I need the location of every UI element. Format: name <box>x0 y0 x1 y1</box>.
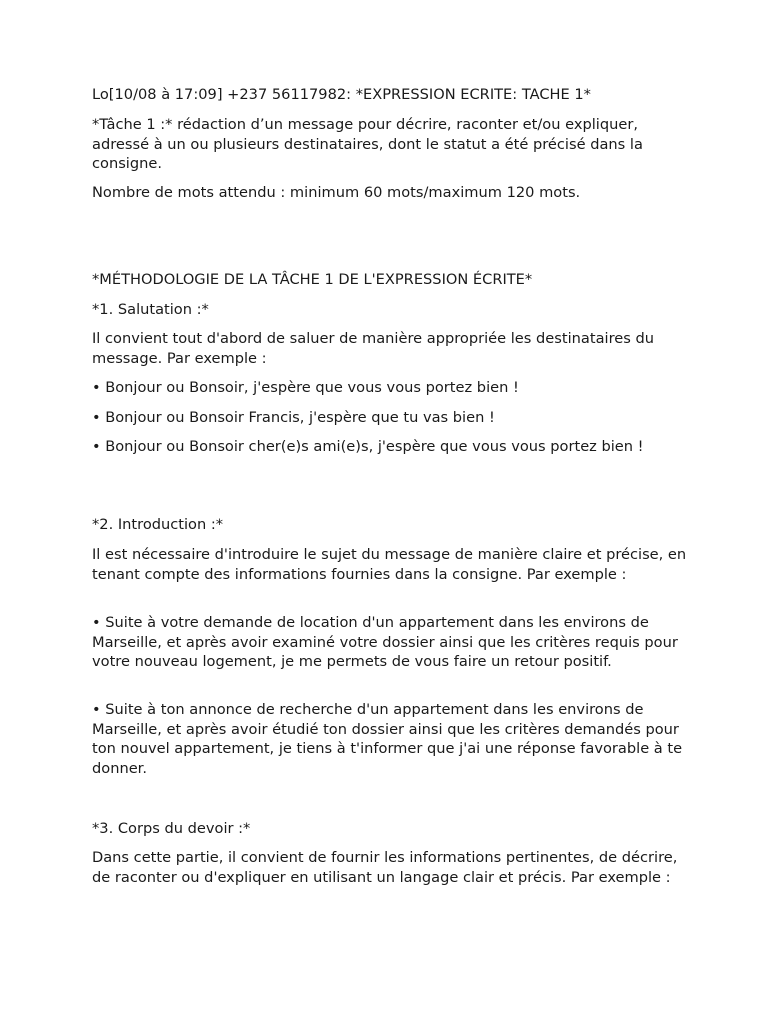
bullet-item: • Bonjour ou Bonsoir, j'espère que vous vous portez bien ! <box>92 379 519 396</box>
section-intro-corps: Dans cette partie, il convient de fournir les informations pertinentes, de décrire, de raconter ou d'expliquer en utilisant un langage clair et précis. Par exemple : <box>92 849 678 886</box>
bullet-item: • Suite à votre demande de location d'un appartement dans les environs de Marseille, et après avoir examiné votre dossier ainsi que les critères requis pour votre nouveau logement, je me permets de vous faire un retour positif. <box>92 614 678 671</box>
task-description: *Tâche 1 :* rédaction d’un message pour décrire, raconter et/ou expliquer, adressé à un ou plusieurs destinataires, dont le statut a été précisé dans la consigne. <box>92 116 643 173</box>
bullet-item: • Bonjour ou Bonsoir Francis, j'espère que tu vas bien ! <box>92 409 495 426</box>
header-line: Lo[10/08 à 17:09] +237 56117982: *EXPRESSION ECRITE: TACHE 1* <box>92 86 591 103</box>
section-heading-corps: *3. Corps du devoir :* <box>92 820 251 837</box>
methodology-title: *MÉTHODOLOGIE DE LA TÂCHE 1 DE L'EXPRESSION ÉCRITE* <box>92 271 533 288</box>
section-heading-introduction: *2. Introduction :* <box>92 516 224 533</box>
section-intro-introduction: Il est nécessaire d'introduire le sujet du message de manière claire et précise, en tenant compte des informations fournies dans la consigne. Par exemple : <box>92 546 687 583</box>
word-count-requirement: Nombre de mots attendu : minimum 60 mots/maximum 120 mots. <box>92 184 581 201</box>
section-intro-salutation: Il convient tout d'abord de saluer de manière appropriée les destinataires du message. Par exemple : <box>92 330 654 367</box>
bullet-item: • Bonjour ou Bonsoir cher(e)s ami(e)s, j'espère que vous vous portez bien ! <box>92 438 644 455</box>
bullet-item: • Suite à ton annonce de recherche d'un appartement dans les environs de Marseille, et après avoir étudié ton dossier ainsi que les critères demandés pour ton nouvel appartement, je tiens à t'informer que j'ai une réponse favorable à te donner. <box>92 701 683 777</box>
section-heading-salutation: *1. Salutation :* <box>92 301 209 318</box>
